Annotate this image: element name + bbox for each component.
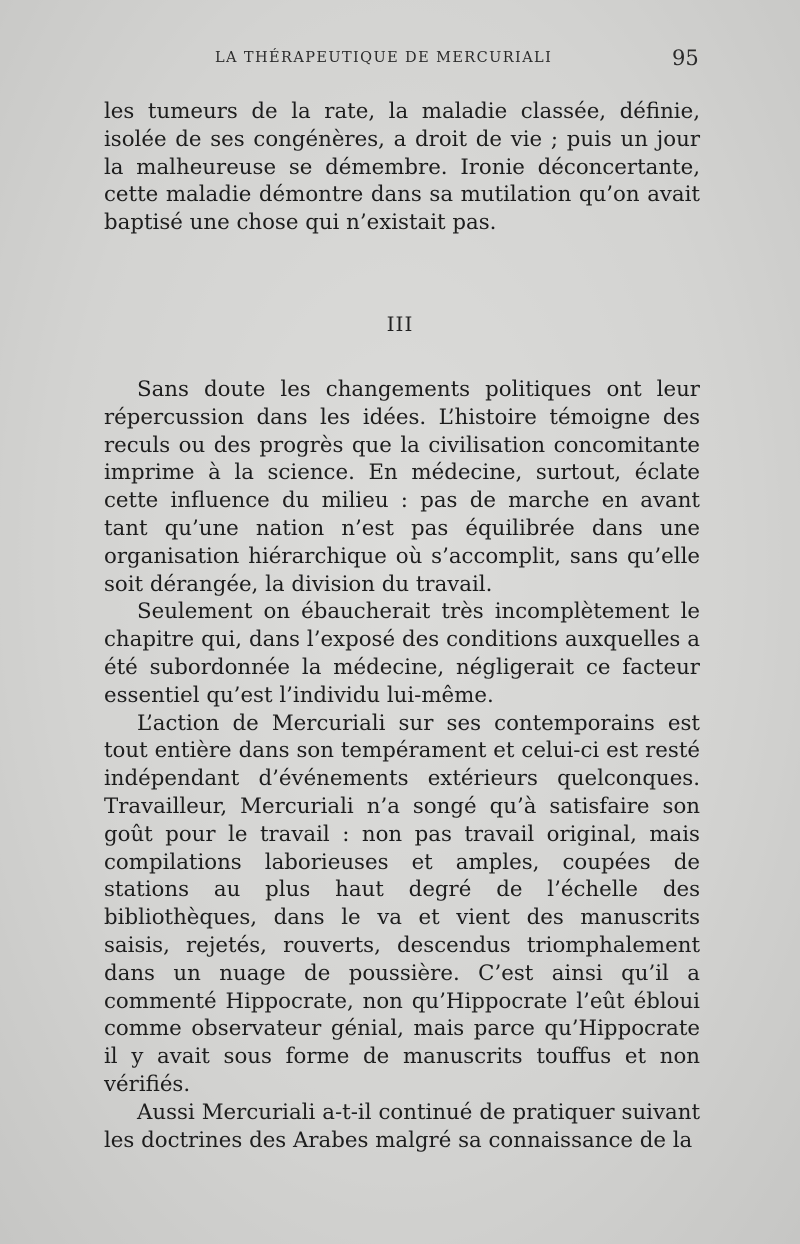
paragraph-2: Seulement on ébaucherait très incomplètement le chapitre qui, dans l’exposé des conditions auxquelles a été subordonnée la médecine, négligerait ce facteur essentiel qu’est l’individu lui-même. bbox=[104, 599, 700, 708]
section-body bbox=[104, 376, 700, 1154]
paragraph-4: Aussi Mercuriali a-t-il continué de pratiquer suivant les doctrines des Arabes malgré sa connaissance de la bbox=[104, 1099, 700, 1153]
section-heading: III bbox=[386, 312, 414, 336]
running-title: LA THÉRAPEUTIQUE DE MERCURIALI bbox=[215, 50, 553, 66]
running-head bbox=[0, 46, 800, 76]
page-number: 95 bbox=[672, 46, 699, 70]
paragraph-1: Sans doute les changements politiques ont leur répercussion dans les idées. L’histoire témoigne des reculs ou des progrès que la civilisation concomitante imprime à la science. En médecine, surtout, éclate cette influence du milieu : pas de marche en avant tant qu’une nation n’est pas équilibrée dans une organisation hiérarchique où s’accomplit, sans qu’elle soit dérangée, la division du travail. bbox=[104, 377, 700, 597]
paragraph-continuation: les tumeurs de la rate, la maladie classée, définie, isolée de ses congénères, a droit de vie ; puis un jour la malheureuse se démembre. Ironie déconcertante, cette maladie démontre dans sa mutilation qu’on avait baptisé une chose qui n’existait pas. bbox=[104, 99, 700, 236]
paragraph-3: L’action de Mercuriali sur ses contemporains est tout entière dans son tempérament et celui-ci est resté indépendant d’événements extérieurs quelconques. Travailleur, Mercuriali n’a songé qu’à satisfaire son goût pour le travail : non pas travail original, mais compilations laborieuses et amples, coupées de stations au plus haut degré de l’échelle des bibliothèques, dans le va et vient des manuscrits saisis, rejetés, rouverts, descendus triomphalement dans un nuage de poussière. C’est ainsi qu’il a commenté Hippocrate, non qu’Hippocrate l’eût ébloui comme observateur génial, mais parce qu’Hippocrate il y avait sous forme de manuscrits touffus et non vérifiés. bbox=[104, 710, 700, 1097]
continuation-block bbox=[104, 98, 700, 237]
